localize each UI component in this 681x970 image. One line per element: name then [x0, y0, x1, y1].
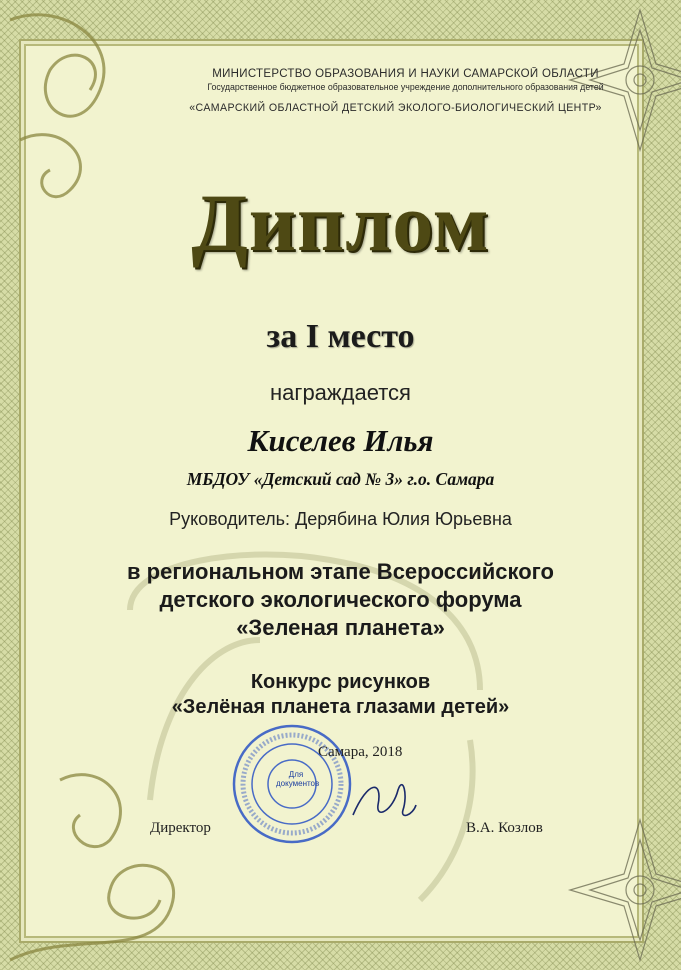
place-text: за I место	[266, 318, 415, 355]
contest-line-1: Конкурс рисунков	[250, 671, 431, 693]
leader-label: Руководитель:	[169, 509, 291, 529]
top-right-rosette	[570, 10, 681, 150]
stamp-center-text	[276, 770, 320, 788]
signature	[348, 770, 418, 830]
leader-name: Дерябина Юлия Юрьевна	[295, 509, 512, 529]
director-label: Директор	[150, 820, 211, 836]
contest-line-2: «Зелёная планета глазами детей»	[171, 696, 510, 718]
event-line-3: «Зеленая планета»	[236, 615, 445, 640]
bottom-left-ornament	[10, 865, 174, 960]
leader-line	[0, 509, 681, 530]
diploma-title: Диплом	[191, 177, 490, 268]
city-year: Самара, 2018	[318, 744, 403, 760]
recipient-school: МБДОУ «Детский сад № 3» г.о. Самара	[186, 469, 495, 489]
stamp-text-line-2: документов	[276, 779, 320, 788]
bottom-right-rosette	[570, 820, 681, 960]
director-name: В.А. Козлов	[466, 820, 543, 836]
center-header: «САМАРСКИЙ ОБЛАСТНОЙ ДЕТСКИЙ ЭКОЛОГО-БИОЛОГИЧЕСКИЙ ЦЕНТР»	[189, 102, 602, 114]
event-text	[0, 558, 681, 642]
top-left-ornament	[10, 15, 104, 116]
institution-header: Государственное бюджетное образовательное учреждение дополнительного образования детей	[207, 82, 604, 92]
stamp-text-line-1: Для	[288, 770, 304, 779]
event-line-2: детского экологического форума	[159, 587, 522, 612]
recipient-name: Киселев Илья	[247, 423, 434, 458]
awarded-text: награждается	[270, 380, 411, 405]
contest-text	[0, 670, 681, 720]
ministry-header: МИНИСТЕРСТВО ОБРАЗОВАНИЯ И НАУКИ САМАРСКОЙ ОБЛАСТИ	[212, 68, 599, 80]
event-line-1: в региональном этапе Всероссийского	[127, 559, 554, 584]
